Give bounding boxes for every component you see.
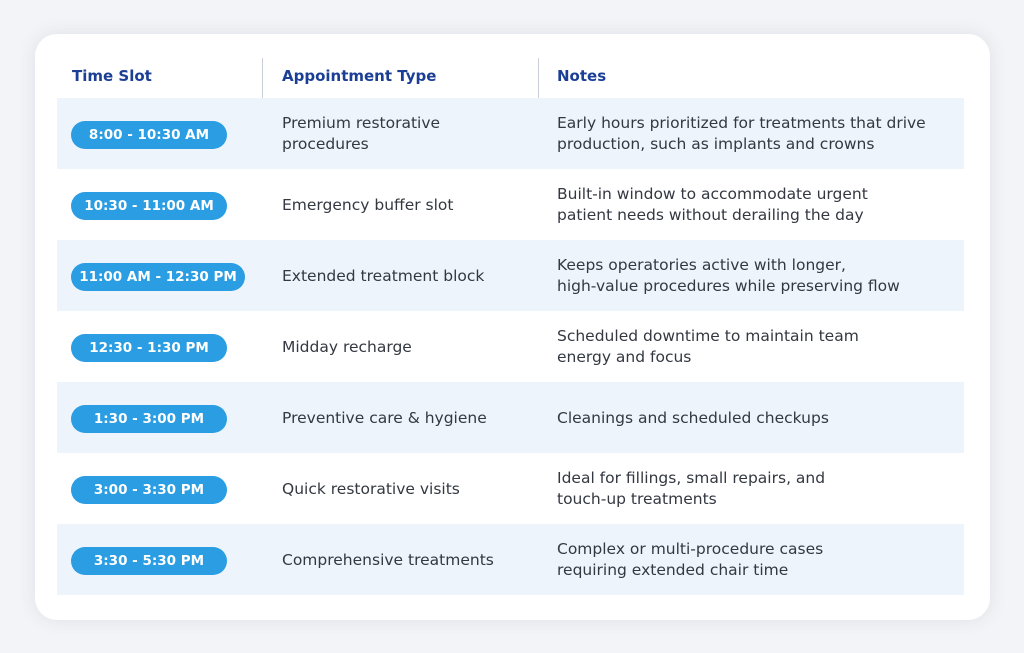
notes-line: Built-in window to accommodate urgent [557, 185, 868, 203]
time-slot-badge: 3:00 - 3:30 PM [71, 476, 227, 504]
table-row [57, 98, 964, 169]
time-slot-badge: 1:30 - 3:00 PM [71, 405, 227, 433]
notes-line: Keeps operatories active with longer, [557, 256, 846, 274]
header-appointment-type: Appointment Type [282, 67, 437, 85]
appointment-type-cell [282, 454, 532, 524]
appointment-type-line: Extended treatment block [282, 266, 485, 285]
appointment-type-line: Emergency buffer slot [282, 195, 454, 214]
notes-line: requiring extended chair time [557, 561, 789, 579]
notes-line: patient needs without derailing the day [557, 206, 864, 224]
header-time-slot: Time Slot [72, 67, 152, 85]
notes-line: production, such as implants and crowns [557, 135, 875, 153]
notes-cell [557, 241, 962, 311]
notes-cell [557, 525, 962, 595]
table-row [57, 169, 964, 240]
notes-line: Complex or multi-procedure cases [557, 540, 824, 558]
notes-cell [557, 383, 962, 453]
notes-cell [557, 99, 962, 169]
table-row [57, 524, 964, 595]
appointment-type-cell [282, 312, 532, 382]
appointment-type-cell [282, 383, 532, 453]
appointment-type-line: Preventive care & hygiene [282, 408, 487, 427]
notes-line: high-value procedures while preserving flow [557, 277, 900, 295]
table-row [57, 311, 964, 382]
notes-line: Ideal for fillings, small repairs, and [557, 469, 826, 487]
notes-line: Early hours prioritized for treatments that drive [557, 114, 926, 132]
appointment-type-line: Midday recharge [282, 337, 412, 356]
notes-line: Scheduled downtime to maintain team [557, 327, 859, 345]
appointment-type-cell [282, 241, 532, 311]
time-slot-badge: 8:00 - 10:30 AM [71, 121, 227, 149]
notes-line: Cleanings and scheduled checkups [557, 408, 829, 427]
appointment-type-cell [282, 99, 532, 169]
time-slot-badge: 3:30 - 5:30 PM [71, 547, 227, 575]
time-slot-badge: 12:30 - 1:30 PM [71, 334, 227, 362]
appointment-type-line: Quick restorative visits [282, 479, 460, 498]
table-body [57, 98, 964, 595]
time-slot-badge: 10:30 - 11:00 AM [71, 192, 227, 220]
appointment-type-cell [282, 525, 532, 595]
appointment-type-line: Premium restorative [282, 114, 441, 132]
notes-cell [557, 454, 962, 524]
notes-line: touch-up treatments [557, 490, 717, 508]
notes-cell [557, 312, 962, 382]
table-header [57, 58, 964, 98]
table-row [57, 240, 964, 311]
time-slot-badge: 11:00 AM - 12:30 PM [71, 263, 245, 291]
appointment-type-cell [282, 170, 532, 240]
header-notes: Notes [557, 67, 607, 85]
table-row [57, 453, 964, 524]
notes-line: energy and focus [557, 348, 692, 366]
appointment-type-line: Comprehensive treatments [282, 550, 494, 569]
table-row [57, 382, 964, 453]
notes-cell [557, 170, 962, 240]
schedule-table [57, 58, 964, 595]
appointment-type-line: procedures [282, 135, 369, 153]
